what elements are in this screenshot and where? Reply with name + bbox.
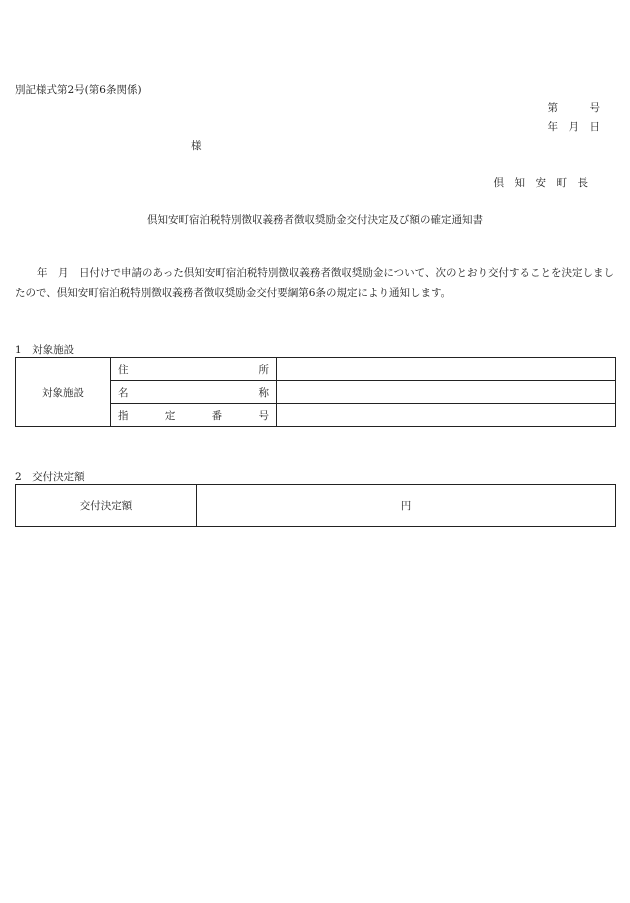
section1-heading: 1 対象施設: [15, 344, 75, 356]
address-value: [277, 358, 616, 381]
grant-amount-table: [15, 484, 616, 527]
designation-number-label: 指 定 番 号: [111, 404, 277, 427]
facility-group-label: 対象施設: [16, 358, 111, 427]
grant-amount-label: 交付決定額: [16, 485, 197, 527]
facility-table: [15, 357, 616, 427]
document-date: 年 月 日: [547, 121, 600, 133]
grant-amount-value: 円: [197, 485, 616, 527]
name-label: 名 称: [111, 381, 277, 404]
issuer-name: 倶 知 安 町 長: [493, 177, 588, 189]
addressee-suffix: 様: [191, 140, 202, 152]
document-title: 倶知安町宿泊税特別徴収義務者徴収奨励金交付決定及び額の確定通知書: [147, 214, 483, 226]
form-label: 別記様式第2号(第6条関係): [15, 84, 142, 96]
designation-number-value: [277, 404, 616, 427]
notice-body: 年 月 日付けで申請のあった倶知安町宿泊税特別徴収義務者徴収奨励金について、次のとおり交付することを決定しましたので、倶知安町宿泊税特別徴収義務者徴収奨励金交付要綱第6条の規定により通知します。: [15, 267, 614, 299]
address-label: 住 所: [111, 358, 277, 381]
section2-heading: 2 交付決定額: [15, 471, 85, 483]
name-value: [277, 381, 616, 404]
document-number: 第 号: [547, 102, 600, 114]
